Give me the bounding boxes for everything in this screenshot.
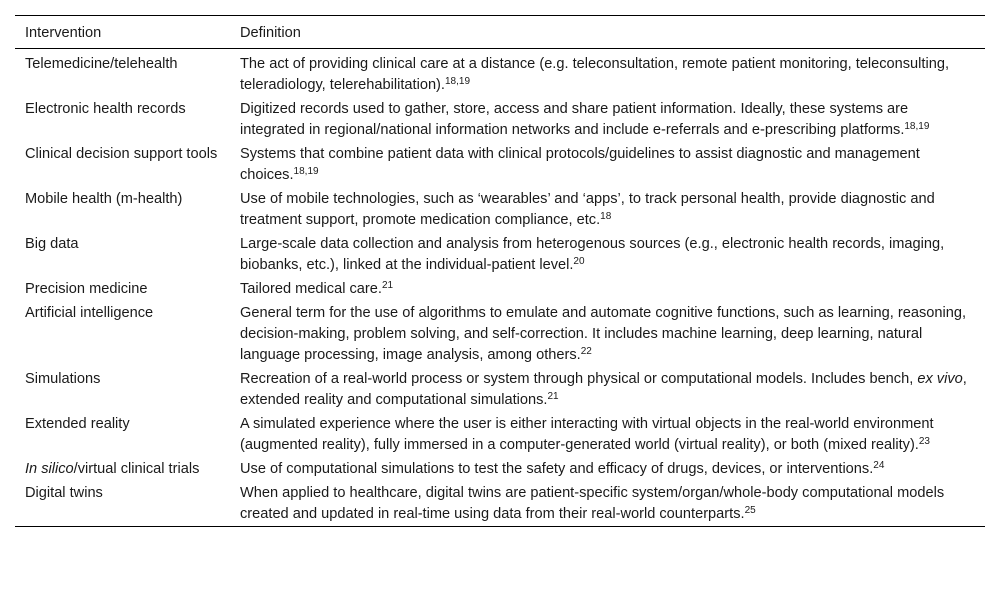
italic-text: In silico bbox=[25, 461, 74, 477]
cell-text: Digitized records used to gather, store, access and share patient information. Ideally, these systems are integrated in regional/national information networks and include e-referrals and e-prescribing platforms. bbox=[240, 101, 909, 138]
definition-cell bbox=[230, 367, 985, 412]
table-row bbox=[15, 412, 985, 457]
intervention-column-header: Intervention bbox=[25, 25, 102, 41]
italic-text: ex vivo bbox=[917, 371, 963, 387]
cell-text: Electronic health records bbox=[25, 101, 186, 117]
cell-text: Precision medicine bbox=[25, 281, 148, 297]
table-row bbox=[15, 367, 985, 412]
reference-superscript: 23 bbox=[918, 436, 930, 447]
reference-superscript: 21 bbox=[547, 391, 559, 402]
reference-superscript: 24 bbox=[873, 460, 885, 471]
cell-text: Systems that combine patient data with clinical protocols/guidelines to assist diagnostic and management choices. bbox=[240, 146, 920, 183]
cell-text: Simulations bbox=[25, 371, 101, 387]
intervention-cell bbox=[15, 301, 230, 367]
cell-text: Recreation of a real-world process or system through physical or computational models. Includes bench, bbox=[240, 371, 918, 387]
definition-cell bbox=[230, 97, 985, 142]
definition-cell bbox=[230, 301, 985, 367]
intervention-cell bbox=[15, 187, 230, 232]
cell-text: Digital twins bbox=[25, 485, 103, 501]
table-header bbox=[15, 16, 985, 49]
intervention-cell bbox=[15, 367, 230, 412]
intervention-cell bbox=[15, 277, 230, 301]
intervention-cell bbox=[15, 412, 230, 457]
table-row bbox=[15, 277, 985, 301]
intervention-cell bbox=[15, 142, 230, 187]
reference-superscript: 18,19 bbox=[293, 166, 319, 177]
header-row bbox=[15, 16, 985, 49]
cell-text: Extended reality bbox=[25, 416, 130, 432]
definition-cell bbox=[230, 232, 985, 277]
interventions-definitions-table bbox=[15, 15, 985, 527]
definition-cell bbox=[230, 277, 985, 301]
intervention-cell bbox=[15, 97, 230, 142]
cell-text: A simulated experience where the user is either interacting with virtual objects in the real-world environment (augmented reality), fully immersed in a computer-generated world (virtual reality), or both (mixed reality). bbox=[240, 416, 934, 453]
cell-text: Artificial intelligence bbox=[25, 305, 154, 321]
definition-cell bbox=[230, 412, 985, 457]
intervention-cell bbox=[15, 481, 230, 527]
intervention-cell bbox=[15, 457, 230, 481]
intervention-cell bbox=[15, 49, 230, 98]
table-row bbox=[15, 481, 985, 527]
reference-superscript: 22 bbox=[580, 346, 592, 357]
cell-text: The act of providing clinical care at a distance (e.g. teleconsultation, remote patient monitoring, teleconsulting, teleradiology, telerehabilitation). bbox=[240, 56, 950, 93]
reference-superscript: 25 bbox=[744, 505, 756, 516]
cell-text: Clinical decision support tools bbox=[25, 146, 218, 162]
cell-text: Use of mobile technologies, such as ‘wearables’ and ‘apps’, to track personal health, provide diagnostic and treatment support, promote medication compliance, etc. bbox=[240, 191, 935, 228]
table-row bbox=[15, 232, 985, 277]
cell-text: When applied to healthcare, digital twins are patient-specific system/organ/whole-body computational models created and updated in real-time using data from their real-world counterparts. bbox=[240, 485, 945, 522]
reference-superscript: 18,19 bbox=[444, 76, 471, 87]
cell-text: /virtual clinical trials bbox=[73, 461, 200, 477]
reference-superscript: 18,19 bbox=[904, 121, 930, 132]
definition-cell bbox=[230, 49, 985, 98]
definition-cell bbox=[230, 481, 985, 527]
reference-superscript: 21 bbox=[381, 280, 394, 291]
reference-superscript: 20 bbox=[573, 256, 585, 267]
cell-text: Tailored medical care. bbox=[240, 281, 382, 297]
table-row bbox=[15, 142, 985, 187]
table-row bbox=[15, 187, 985, 232]
cell-text: Use of computational simulations to test the safety and efficacy of drugs, devices, or interventions. bbox=[240, 461, 874, 477]
cell-text: Large-scale data collection and analysis from heterogenous sources (e.g., electronic health records, imaging, biobanks, etc.), linked at the individual-patient level. bbox=[240, 236, 945, 273]
intervention-cell bbox=[15, 232, 230, 277]
definition-column-header: Definition bbox=[240, 25, 301, 41]
definition-cell bbox=[230, 457, 985, 481]
cell-text: Telemedicine/telehealth bbox=[25, 56, 178, 72]
definitions-table-container bbox=[15, 15, 985, 527]
definition-cell bbox=[230, 187, 985, 232]
table-row bbox=[15, 97, 985, 142]
table-row bbox=[15, 457, 985, 481]
cell-text: , extended reality and computational simulations. bbox=[240, 371, 967, 408]
table-row bbox=[15, 49, 985, 98]
table-row bbox=[15, 301, 985, 367]
reference-superscript: 18 bbox=[600, 211, 612, 222]
cell-text: Mobile health (m-health) bbox=[25, 191, 183, 207]
cell-text: General term for the use of algorithms to emulate and automate cognitive functions, such as learning, reasoning, decision-making, problem solving, and self-correction. It includes machine learning, deep learning, natural language processing, image analysis, among others. bbox=[240, 305, 967, 363]
table-body bbox=[15, 49, 985, 527]
definition-cell bbox=[230, 142, 985, 187]
cell-text: Big data bbox=[25, 236, 79, 252]
